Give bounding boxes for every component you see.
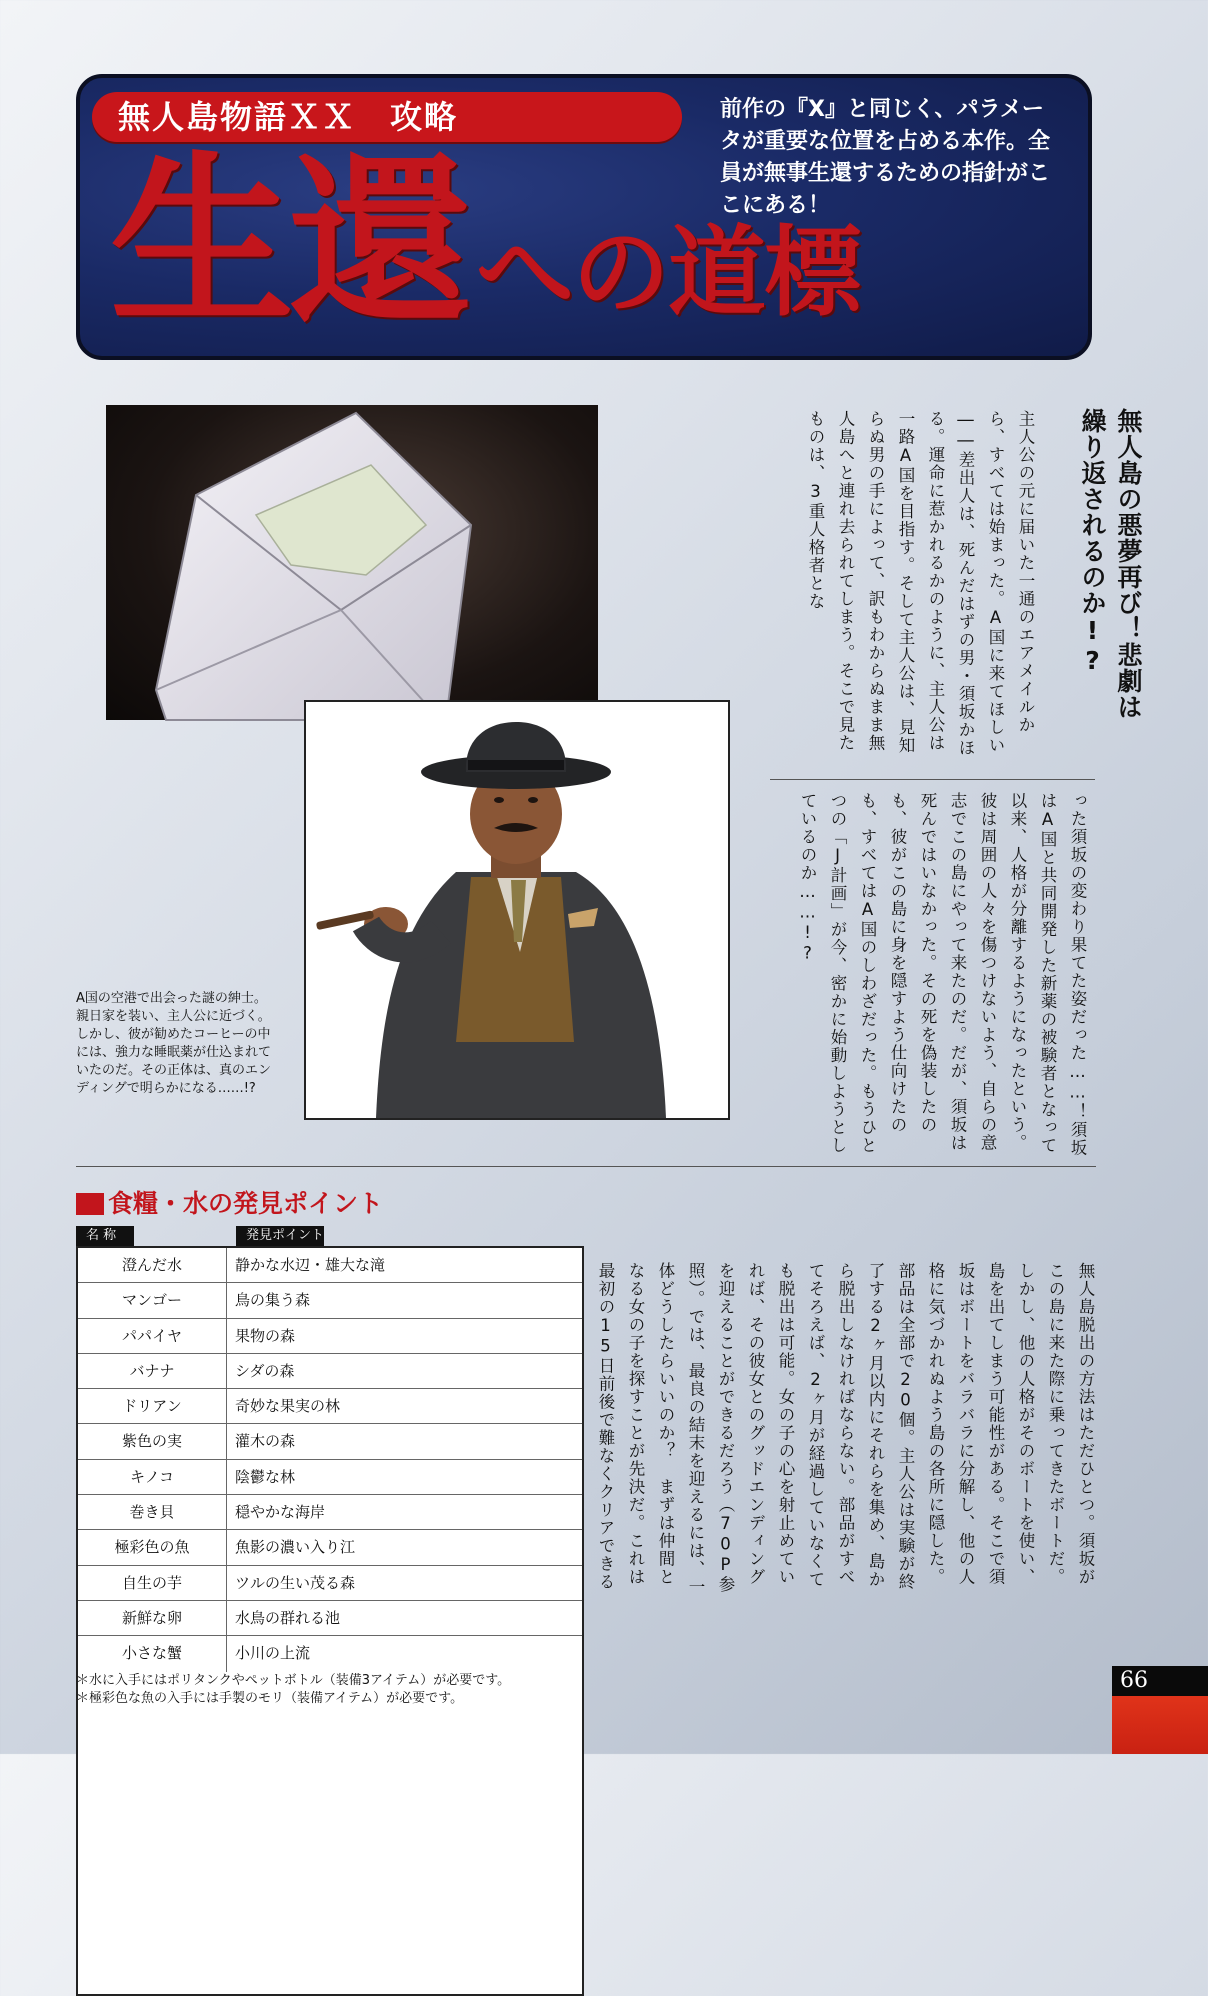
food-name-cell: 自生の芋 [78, 1566, 227, 1600]
column-header-name: 名 称 [76, 1226, 134, 1246]
header-banner [76, 74, 1092, 360]
title-big: 生還 [110, 134, 467, 350]
column-divider [770, 779, 1095, 780]
food-name-cell: 新鮮な卵 [78, 1601, 227, 1635]
gentleman-caption: A国の空港で出会った謎の紳士。親日家を装い、主人公に近づく。しかし、彼が勧めたコーヒーの中には、強力な睡眠薬が仕込まれていたのだ。その正体は、真のエンディングで明らかになる……!? [76, 991, 272, 1096]
note-fish: ＊極彩色な魚の入手には手製のモリ（装備アイテム）が必要です。 [76, 1691, 464, 1706]
food-name-cell: 小さな蟹 [78, 1636, 227, 1671]
food-place-cell: 小川の上流 [235, 1644, 311, 1663]
page-number: 66 [1120, 1668, 1148, 1693]
food-table [76, 1246, 584, 1996]
food-name-cell: マンゴー [78, 1283, 227, 1317]
note-water: ＊水に入手にはポリタンクやペットボトル（装備3アイテム）が必要です。 [76, 1673, 511, 1688]
page-title [110, 134, 861, 362]
food-name-cell: パパイヤ [78, 1319, 227, 1353]
table-row [78, 1495, 582, 1530]
article-body-part3: 無人島脱出の方法はただひとつ。須坂がこの島に来た際に乗ってきたボートだ。しかし、他の人格がそのボートを使い、島を出てしまう可能性がある。そこで須坂はボートをバラバラに分解し、他の人格に気づかれぬよう島の各所に隠した。部品は全部で20個。主人公は実験が終了する2ヶ月以内にそれらを集め、島から脱出しなければならない。部品がすべてそろえば、2ヶ月が経過していなくても脱出は可能。女の子の心を射止めていれば、その彼女とのグッドエンディングを迎えることができるだろう（70P参照）。では、最良の結末を迎えるには、一体どうしたらいいのか？ まずは仲間となる女の子を探すことが先決だ。これは最初の15日前後で難なくクリアできる [596, 1262, 1095, 1596]
food-place-cell: 奇妙な果実の林 [235, 1397, 341, 1416]
food-name-cell: 極彩色の魚 [78, 1530, 227, 1564]
food-name-cell: バナナ [78, 1354, 227, 1388]
series-label: 無人島物語ＸＸ 攻略 [92, 92, 682, 142]
table-row [78, 1424, 582, 1459]
food-place-cell: 果物の森 [235, 1326, 296, 1345]
food-place-cell: ツルの生い茂る森 [235, 1573, 356, 1592]
page-number-tab [1112, 1666, 1208, 1754]
food-place-cell: 静かな水辺・雄大な滝 [235, 1256, 386, 1274]
article-body-part2: った須坂の変わり果てた姿だった……！須坂はA国と共同開発した新薬の被験者となって以来、人格が分離するようになったという。彼は周囲の人々を傷つけないよう、自らの意志でこの島にやって来たのだ。だが、須坂は死んではいなかった。その死を偽装したのも、彼がこの島に身を隠すよう仕向けたのも、すべてはA国のしわざだった。もうひとつの「J計画」が今、密かに始動しようとしているのか……!? [798, 792, 1087, 1157]
title-small: への道標 [476, 215, 861, 330]
article-body-part1: 主人公の元に届いた一通のエアメイルから、すべては始まった。A国に来てほしい――差出人は、死んだはずの男・須坂かほる。運命に惹かれるかのように、主人公は一路A国を目指す。そして主人公は、見知らぬ男の手によって、訳もわからぬまま無人島へと連れ去られてしまう。そこで見たものは、3重人格者とな [806, 410, 1035, 757]
table-row [78, 1460, 582, 1495]
table-row [78, 1389, 582, 1424]
food-section-title: 食糧・水の発見ポイント [76, 1188, 383, 1220]
food-place-cell: 魚影の濃い入り江 [235, 1538, 356, 1557]
table-row [78, 1566, 582, 1601]
gentleman-illustration [304, 700, 730, 1120]
food-place-cell: シダの森 [235, 1361, 295, 1380]
article-headline: 無人島の悪夢再び！悲劇は繰り返されるのか!? [1078, 408, 1143, 720]
food-place-cell: 水鳥の群れる池 [235, 1608, 341, 1627]
food-place-cell: 陰鬱な林 [235, 1467, 296, 1486]
food-place-cell: 鳥の集う森 [235, 1291, 311, 1310]
table-row [78, 1319, 582, 1354]
column-header-place: 発見ポイント [236, 1226, 324, 1246]
food-name-cell: ドリアン [78, 1389, 227, 1423]
gentleman-figure [306, 702, 728, 1118]
table-row [78, 1636, 582, 1671]
table-notes [76, 1672, 596, 1708]
food-place-cell: 穏やかな海岸 [235, 1503, 326, 1522]
food-name-cell: 澄んだ水 [78, 1248, 227, 1282]
table-row [78, 1248, 582, 1283]
food-name-cell: 巻き貝 [78, 1495, 227, 1529]
table-row [78, 1530, 582, 1565]
food-name-cell: キノコ [78, 1460, 227, 1494]
square-bullet-icon [76, 1193, 104, 1215]
section-divider [76, 1166, 1096, 1167]
table-row [78, 1354, 582, 1389]
food-place-cell: 灌木の森 [235, 1432, 296, 1451]
envelope-illustration [106, 405, 598, 720]
lead-text: 前作の『X』と同じく、パラメータが重要な位置を占める本作。全員が無事生還するための指針がここにある！ [720, 97, 1051, 218]
food-name-cell: 紫色の実 [78, 1424, 227, 1458]
table-row [78, 1601, 582, 1636]
table-row [78, 1283, 582, 1318]
envelope-photo [106, 405, 598, 720]
